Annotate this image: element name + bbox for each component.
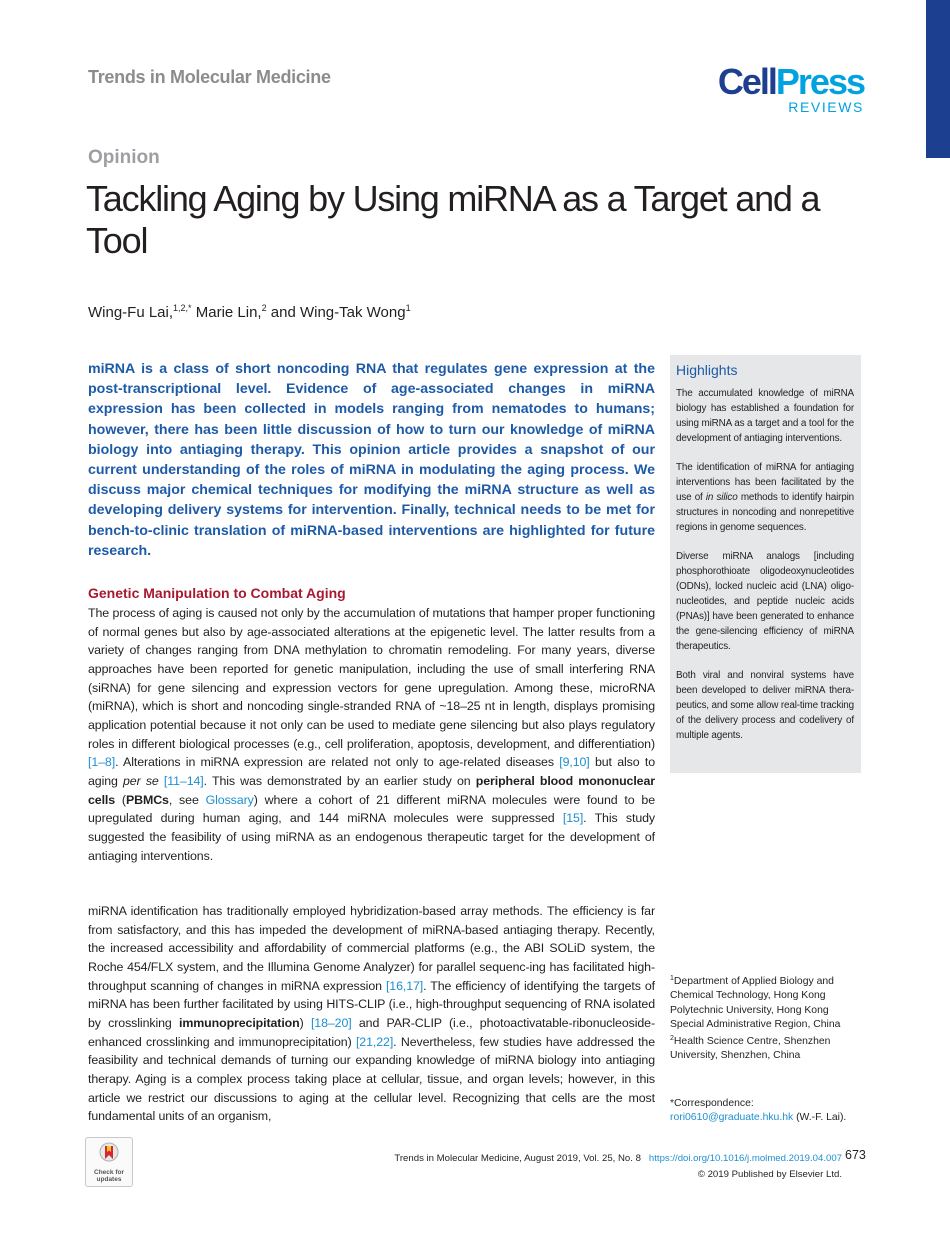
citation-link[interactable]: [15] [562,811,584,826]
highlights-box [670,355,861,773]
article-type: Opinion [88,147,160,168]
check-for-updates-badge[interactable] [85,1137,133,1187]
side-color-bar [926,0,950,158]
author-3: and Wing-Tak Wong [266,304,406,321]
page-footer [380,1151,842,1183]
logo-part-press: Press [775,61,864,102]
highlight-item: The accumulated knowledge of miRNA biology has established a foundation for using miRNA as a target and a tool for the development of antiaging interventions. [676,388,854,444]
footer-copyright: © 2019 Published by Elsevier Ltd. [697,1169,842,1180]
correspondence: *Correspondence: rori0610@graduate.hku.hk (W.-F. Lai). [670,1097,870,1126]
author-1: Wing-Fu Lai, [88,304,174,321]
abstract: miRNA is a class of short noncoding RNA that regulates gene expression at the post-transcriptional level. Evidence of age-associated changes in miRNA expression has been collected in models ranging from nematodes to humans; however, there has been little discussion of how to turn our knowledge of miRNA biology into antiaging therapy. This opinion article provides a snapshot of our current understanding of the roles of miRNA in modulating the aging process. We discuss major chemical techniques for modifying the miRNA structure as well as developing delivery systems for intervention. Finally, technical needs to be met for bench-to-clinic translation of miRNA-based interventions are highlighted for future research. [88,361,655,559]
page-number: 673 [845,1148,866,1162]
footer-citation: Trends in Molecular Medicine, August 2019, Vol. 25, No. 8 [394,1153,641,1164]
glossary-term: peripheral blood mononuclear cells [88,773,655,807]
citation-link[interactable]: [16,17] [385,978,424,993]
affiliation-2: Health Science Centre, Shenzhen University, Shenzhen, China [670,1036,831,1062]
affiliation-1: Department of Applied Biology and Chemical Technology, Hong Kong Polytechnic University, Hong Kong Special Administrative Region, China [670,976,841,1030]
affiliations: $^1$Department of Applied Biology and Chemical Technology, Hong Kong Polytechnic University, Hong Kong Special Administrative Region, China $^2$Health Science Centre, Shenzhen University, Shenzhen, China [670,975,841,1062]
correspondence-label: *Correspondence: [670,1098,754,1109]
citation-link[interactable]: [1–8] [88,755,116,770]
body-paragraph-2: miRNA identification has traditionally employed hybridization-based array methods. The efficiency is far from satisfactory, and this has impeded the development of miRNA-based antiaging therapy. Recently, the increased accessibility and affordability of commercial platforms (e.g., the ABI SOLiD system, the Roche 454/FLX system, and the Illumina Genome Analyzer) for parallel sequenc-ing has facilitated high-throughput scanning of changes in miRNA expression [16,17]. The efficiency of identifying the targets of miRNA has been further facilitated by using HITS-CLIP (i.e., high-throughput sequencing of RNA isolated by crosslinking immunoprecipitation) [18–20] and PAR-CLIP (i.e., photoactivatable-ribonucleoside-enhanced crosslinking and immunoprecipitation) [21,22]. Nevertheless, few studies have addressed the feasibility and technical demands of turning our expanding knowledge of miRNA biology into antiaging therapy. Aging is a complex process taking place at cellular, tissue, and organ levels; however, in this article we restrict our discussions to aging at the cellular level. Recognizing that cells are the most fundamental units of an organism, [88,904,655,1124]
logo-sub-reviews: REVIEWS [788,99,864,115]
badge-line-1: Check for [94,1169,124,1176]
highlight-item: The identification of miRNA for antiaging interventions has been facilitated by the use of in silico methods to identify hairpin structures in noncoding and nonrepetitive regions in genome sequences. [676,462,854,533]
glossary-term: immunoprecipitation [178,1015,300,1030]
journal-name: Trends in Molecular Medicine [88,67,331,87]
glossary-link[interactable]: Glossary [205,792,254,807]
citation-link[interactable]: [21,22] [355,1034,394,1049]
citation-link[interactable]: [18–20] [310,1015,352,1030]
citation-link[interactable]: [9,10] [559,755,590,770]
body-paragraph-1: The process of aging is caused not only by the accumulation of mutations that hamper proper functioning of normal genes but also by age-associated alterations at the epigenetic level. The latter results from a variety of changes ranging from DNA methylation to chromatin remodeling. For many years, diverse approaches have been reported for genetic manipulation, including the use of small interfering RNA (siRNA) for gene silencing and expression vectors for gene upregulation. Among these, microRNA (miRNA), which is short and noncoding single-stranded RNA of ~18–25 nt in length, displays promising application potential because it not only can be used to mediate gene silencing but also plays regulatory roles in different biological processes (e.g., cell proliferation, apoptosis, development, and differentiation) [1–8]. Alterations in miRNA expression are related not only to age-related diseases [9,10] but also to aging per se [11–14]. This was demonstrated by an earlier study on peripheral blood mononuclear cells (PBMCs, see Glossary) where a cohort of 21 different miRNA molecules were found to be upregulated during human aging, and 144 miRNA molecules were suppressed [15]. This study suggested the feasibility of using miRNA as an endogenous therapeutic target for the development of antiaging interventions. [88,606,656,863]
correspondence-email-link[interactable]: rori0610@graduate.hku.hk [670,1112,794,1124]
author-1-affil[interactable]: 1,2,* [173,303,192,313]
author-list [88,303,411,321]
author-3-affil[interactable]: 1 [405,303,411,313]
article-title: Tackling Aging by Using miRNA as a Target and a Tool [86,178,820,261]
author-2-affil[interactable]: 2 [261,303,267,313]
badge-line-2: updates [96,1176,122,1183]
citation-link[interactable]: [11–14] [163,773,204,788]
highlight-item: Diverse miRNA analogs [including phosphorothioate oligodeoxynucleotides (ODNs), locked nucleic acid (LNA) oligo-nucleotides, and peptide nucleic acids (PNAs)] have been generated to enhance the gene-silencing efficiency of miRNA therapeutics. [676,551,854,652]
cellpress-logo[interactable] [716,61,864,115]
bookmark-icon [86,1142,132,1169]
logo-part-cell: Cell [717,61,776,102]
doi-link[interactable]: https://doi.org/10.1016/j.molmed.2019.04.007 [648,1153,842,1164]
author-2: Marie Lin, [191,304,262,321]
highlight-item: Both viral and nonviral systems have been developed to deliver miRNA thera-peutics, and some allow real-time tracking of the delivery process and codelivery of multiple agents. [676,670,854,741]
glossary-term: PBMCs [125,792,169,807]
highlights-title: Highlights [676,362,738,378]
section-heading: Genetic Manipulation to Combat Aging [88,585,346,601]
